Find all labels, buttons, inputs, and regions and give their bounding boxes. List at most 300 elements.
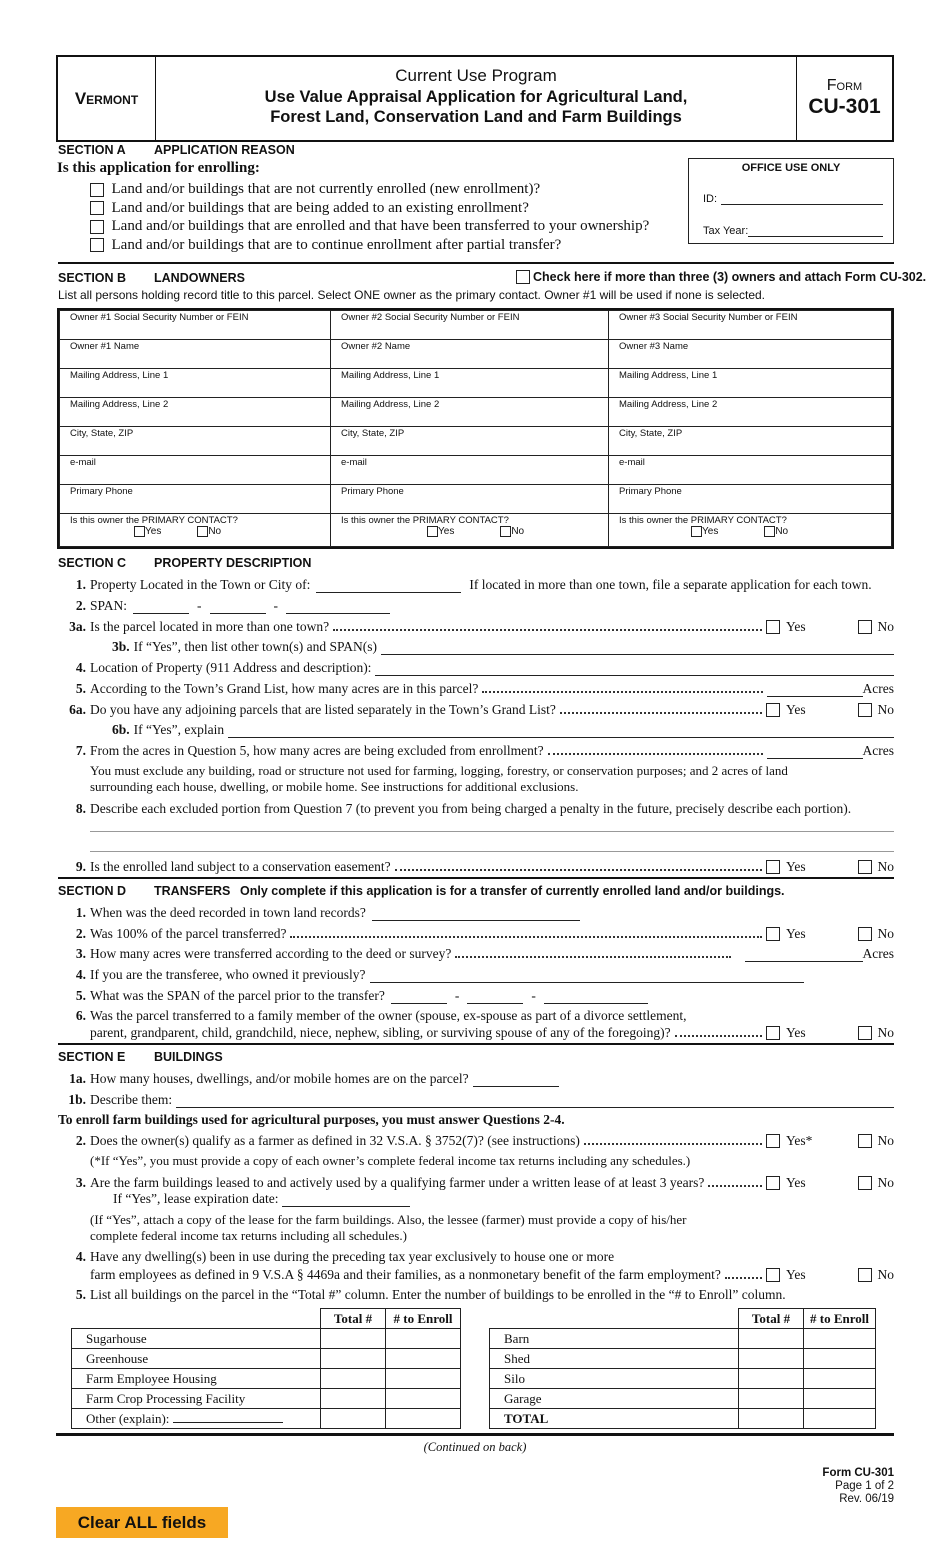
state-name: Vermont bbox=[74, 88, 139, 108]
owner2-email-field[interactable] bbox=[331, 456, 609, 485]
yes-label: Yes bbox=[786, 619, 806, 634]
col-total-header: Total # bbox=[321, 1309, 386, 1329]
option-transferred-checkbox[interactable] bbox=[90, 220, 104, 234]
c-q2-text: SPAN: bbox=[90, 598, 128, 613]
form-number: CU-301 bbox=[808, 95, 881, 118]
yes-label: Yes bbox=[786, 702, 806, 717]
total-cell[interactable] bbox=[739, 1349, 804, 1369]
section-divider bbox=[58, 262, 894, 264]
e-q3-sub bbox=[113, 1191, 894, 1207]
c-q6b-text: If “Yes”, explain bbox=[133, 722, 225, 737]
e-q5-text: List all buildings on the parcel in the “Total #” column. Enter the number of buildings to be enrolled in the “# to Enroll” column. bbox=[90, 1287, 786, 1302]
bottom-rule bbox=[56, 1433, 894, 1436]
owner1-email-field[interactable] bbox=[60, 456, 331, 485]
e-q2-yes-checkbox[interactable] bbox=[766, 1134, 780, 1148]
e-q2-note: (*If “Yes”, you must provide a copy of each owner’s complete federal income tax returns including any schedules.) bbox=[90, 1153, 691, 1168]
addr1-label: Mailing Address, Line 1 bbox=[70, 370, 169, 381]
c-q9-no-checkbox[interactable] bbox=[858, 860, 872, 874]
enroll-cell[interactable] bbox=[386, 1329, 461, 1349]
owner3-primary-cell bbox=[609, 514, 892, 547]
phone-label: Primary Phone bbox=[341, 486, 404, 497]
primary-contact-question: Is this owner the PRIMARY CONTACT? bbox=[341, 515, 509, 526]
owner2-primary-yes-checkbox[interactable] bbox=[427, 526, 438, 537]
c-q4 bbox=[58, 660, 894, 676]
c-q3b bbox=[112, 639, 894, 655]
table-row bbox=[490, 1409, 876, 1429]
c-q6a-text: Do you have any adjoining parcels that are listed separately in the Town’s Grand List? bbox=[90, 702, 556, 717]
yes-label: Yes bbox=[145, 526, 162, 538]
city-label: City, State, ZIP bbox=[341, 428, 405, 439]
row-label: Farm Employee Housing bbox=[72, 1369, 321, 1389]
section-divider bbox=[58, 877, 894, 879]
table-row bbox=[72, 1369, 461, 1389]
phone-label: Primary Phone bbox=[70, 486, 133, 497]
c-q1 bbox=[58, 577, 894, 593]
e-q5 bbox=[58, 1287, 894, 1303]
enroll-cell[interactable] bbox=[386, 1369, 461, 1389]
property-location-field[interactable] bbox=[375, 664, 894, 676]
row-label: Farm Crop Processing Facility bbox=[72, 1389, 321, 1409]
d-q6-text-line1: Was the parcel transferred to a family member of the owner (spouse, ex-spouse as part of a divorce settlement, bbox=[90, 1008, 687, 1023]
yes-label: Yes bbox=[786, 1025, 806, 1040]
owner3-primary-yes-checkbox[interactable] bbox=[691, 526, 702, 537]
c-q1-text: Property Located in the Town or City of: bbox=[90, 577, 311, 592]
q-number: 9. bbox=[75, 859, 86, 874]
e-q4-no-checkbox[interactable] bbox=[858, 1268, 872, 1282]
total-cell[interactable] bbox=[321, 1349, 386, 1369]
city-label: City, State, ZIP bbox=[70, 428, 134, 439]
q-number: 6. bbox=[75, 1008, 86, 1023]
footer-rev: Rev. 06/19 bbox=[839, 1493, 894, 1505]
section-a-question: Is this application for enrolling: bbox=[57, 160, 260, 176]
row-label: Greenhouse bbox=[72, 1349, 321, 1369]
owner3-email-field[interactable] bbox=[609, 456, 892, 485]
owner2-addr2-field[interactable] bbox=[331, 398, 609, 427]
section-b-title: LANDOWNERS bbox=[154, 271, 245, 285]
e-q1b-text: Describe them: bbox=[90, 1092, 173, 1107]
no-label: No bbox=[877, 859, 894, 874]
email-label: e-mail bbox=[70, 457, 96, 468]
d-q2-text: Was 100% of the parcel transferred? bbox=[90, 926, 287, 941]
q-number: 4. bbox=[75, 1249, 86, 1264]
total-cell[interactable] bbox=[739, 1409, 804, 1429]
section-b-instructions: List all persons holding record title to this parcel. Select ONE owner as the primary contact. Owner #1 will be used if none is selected. bbox=[58, 288, 766, 302]
section-e-heading bbox=[58, 1050, 223, 1064]
deed-date-field[interactable] bbox=[372, 909, 580, 921]
excluded-acres-field[interactable] bbox=[767, 747, 863, 759]
owner3-phone-field[interactable] bbox=[609, 485, 892, 514]
table-row bbox=[72, 1409, 461, 1429]
e-q2 bbox=[58, 1133, 894, 1149]
footer-form-number: Form CU-301 bbox=[822, 1467, 894, 1479]
e-q3-note-line2: complete federal income tax returns including all schedules.) bbox=[90, 1228, 407, 1243]
row-label: Shed bbox=[490, 1349, 739, 1369]
c-q9-yes-checkbox[interactable] bbox=[766, 860, 780, 874]
addr2-label: Mailing Address, Line 2 bbox=[341, 399, 440, 410]
section-d-title: TRANSFERS bbox=[154, 884, 231, 898]
owner1-name-field[interactable] bbox=[60, 340, 331, 369]
e-q4-yes-checkbox[interactable] bbox=[766, 1268, 780, 1282]
owner1-phone-field[interactable] bbox=[60, 485, 331, 514]
c-q4-text: Location of Property (911 Address and description): bbox=[90, 660, 372, 675]
d-q3-text: How many acres were transferred according to the deed or survey? bbox=[90, 946, 452, 961]
total-cell[interactable] bbox=[739, 1369, 804, 1389]
c-q6a-yes-checkbox[interactable] bbox=[766, 703, 780, 717]
c-q8-text: Describe each excluded portion from Question 7 (to prevent you from being charged a penalty in the future, precisely describe each portion). bbox=[90, 801, 852, 816]
other-towns-field[interactable] bbox=[381, 643, 894, 655]
span-field-2[interactable] bbox=[210, 602, 266, 614]
more-owners-row[interactable] bbox=[516, 270, 926, 284]
c-q5-text: According to the Town’s Grand List, how many acres are in this parcel? bbox=[90, 681, 479, 696]
e-q4-line1 bbox=[58, 1249, 894, 1265]
d-q5-text: What was the SPAN of the parcel prior to the transfer? bbox=[90, 988, 385, 1003]
c-q9-text: Is the enrolled land subject to a conservation easement? bbox=[90, 859, 391, 874]
option-new-label: Land and/or buildings that are not currently enrolled (new enrollment)? bbox=[111, 181, 541, 197]
option-continue-checkbox[interactable] bbox=[90, 238, 104, 252]
table-row bbox=[490, 1389, 876, 1409]
form-title-line1: Use Value Appraisal Application for Agricultural Land, bbox=[264, 88, 688, 106]
col-enroll-header: # to Enroll bbox=[386, 1309, 461, 1329]
owner1-city-field[interactable] bbox=[60, 427, 331, 456]
row-label-other bbox=[72, 1409, 321, 1429]
c-q7-note bbox=[90, 763, 788, 795]
c-q8 bbox=[58, 801, 894, 817]
prior-span-field-1[interactable] bbox=[391, 992, 447, 1004]
section-c-title: PROPERTY DESCRIPTION bbox=[154, 556, 312, 570]
option-row[interactable] bbox=[90, 199, 649, 218]
row-label: Silo bbox=[490, 1369, 739, 1389]
q-number: 6a. bbox=[69, 702, 86, 717]
enroll-cell[interactable] bbox=[386, 1389, 461, 1409]
owner2-name-field[interactable] bbox=[331, 340, 609, 369]
dwelling-description-field[interactable] bbox=[176, 1096, 894, 1108]
more-owners-checkbox[interactable] bbox=[516, 270, 530, 284]
e-q4-text-line1: Have any dwelling(s) been in use during the preceding tax year exclusively to house one or more bbox=[90, 1249, 615, 1264]
office-tax-year-field[interactable] bbox=[748, 225, 883, 237]
yes-label: Yes* bbox=[786, 1133, 813, 1148]
d-q1 bbox=[58, 905, 894, 921]
q-number: 2. bbox=[75, 1133, 86, 1148]
previous-owner-field[interactable] bbox=[370, 971, 804, 983]
no-label: No bbox=[877, 1025, 894, 1040]
owner3-name-label: Owner #3 Name bbox=[619, 341, 689, 352]
option-transferred-label: Land and/or buildings that are enrolled and that have been transferred to your ownership? bbox=[111, 218, 650, 234]
no-label: No bbox=[877, 1133, 894, 1148]
adjoining-explain-field[interactable] bbox=[228, 726, 894, 738]
q-number: 6b. bbox=[112, 722, 130, 737]
acres-label: Acres bbox=[862, 681, 894, 696]
c-q3a-text: Is the parcel located in more than one town? bbox=[90, 619, 330, 634]
prior-span-field-3[interactable] bbox=[544, 992, 648, 1004]
e-q2-no-checkbox[interactable] bbox=[858, 1134, 872, 1148]
e-q3-note bbox=[90, 1212, 687, 1244]
owners-table-wrap bbox=[57, 308, 894, 549]
q-number: 1a. bbox=[69, 1071, 86, 1086]
owner1-addr2-field[interactable] bbox=[60, 398, 331, 427]
no-label: No bbox=[775, 526, 789, 538]
d-q6-yes-checkbox[interactable] bbox=[766, 1026, 780, 1040]
enroll-cell[interactable] bbox=[386, 1409, 461, 1429]
prior-span-field-2[interactable] bbox=[467, 992, 523, 1004]
e-q2-text: Does the owner(s) qualify as a farmer as defined in 32 V.S.A. § 3752(7)? (see instructions) bbox=[90, 1133, 580, 1148]
c-q9 bbox=[58, 859, 894, 875]
d-q4 bbox=[58, 967, 894, 983]
owner2-addr1-field[interactable] bbox=[331, 369, 609, 398]
office-id-label: ID: bbox=[703, 193, 718, 205]
enroll-cell[interactable] bbox=[386, 1349, 461, 1369]
owner1-addr1-field[interactable] bbox=[60, 369, 331, 398]
section-a-heading bbox=[58, 143, 295, 157]
lease-expiration-label: If “Yes”, lease expiration date: bbox=[113, 1191, 279, 1206]
c-q6a bbox=[58, 702, 894, 718]
phone-label: Primary Phone bbox=[619, 486, 682, 497]
section-a-label: SECTION A bbox=[58, 143, 126, 157]
owner3-name-field[interactable] bbox=[609, 340, 892, 369]
continued-note: (Continued on back) bbox=[423, 1440, 527, 1454]
e-q3 bbox=[58, 1175, 894, 1191]
email-label: e-mail bbox=[341, 457, 367, 468]
c-q3b-text: If “Yes”, then list other town(s) and SPAN(s) bbox=[133, 639, 378, 654]
c-q7-note-line2: surrounding each house, dwelling, or mobile home. See instructions for additional exclusions. bbox=[90, 779, 579, 794]
c-q1-note: If located in more than one town, file a separate application for each town. bbox=[469, 577, 872, 592]
d-q2 bbox=[58, 926, 894, 942]
excluded-description-line2[interactable] bbox=[90, 851, 894, 852]
c-q3a bbox=[58, 619, 894, 635]
section-b-heading bbox=[58, 271, 245, 285]
no-label: No bbox=[877, 619, 894, 634]
table-row bbox=[490, 1349, 876, 1369]
office-use-title: OFFICE USE ONLY bbox=[741, 162, 841, 174]
addr1-label: Mailing Address, Line 1 bbox=[341, 370, 440, 381]
owner3-addr1-field[interactable] bbox=[609, 369, 892, 398]
option-continue-label: Land and/or buildings that are to continue enrollment after partial transfer? bbox=[111, 236, 562, 253]
owner3-ssn-field[interactable] bbox=[609, 311, 892, 340]
enroll-cell[interactable] bbox=[804, 1349, 876, 1369]
yes-label: Yes bbox=[438, 526, 455, 538]
footer-page: Page 1 of 2 bbox=[835, 1480, 894, 1492]
q-number: 2. bbox=[75, 598, 86, 613]
table-row bbox=[490, 1329, 876, 1349]
total-cell[interactable] bbox=[321, 1369, 386, 1389]
no-label: No bbox=[877, 1175, 894, 1190]
q-number: 4. bbox=[75, 967, 86, 982]
d-q6-line2 bbox=[58, 1025, 894, 1041]
grand-list-acres-field[interactable] bbox=[767, 685, 863, 697]
section-a-title: APPLICATION REASON bbox=[154, 143, 295, 157]
office-tax-year-label: Tax Year: bbox=[703, 225, 749, 237]
form-number-box bbox=[796, 57, 892, 140]
email-label: e-mail bbox=[619, 457, 645, 468]
row-label: Sugarhouse bbox=[72, 1329, 321, 1349]
section-d-label: SECTION D bbox=[58, 884, 127, 898]
option-added-label: Land and/or buildings that are being added to an existing enrollment? bbox=[111, 199, 529, 216]
owner1-primary-cell bbox=[60, 514, 331, 547]
no-label: No bbox=[877, 926, 894, 941]
farm-buildings-heading: To enroll farm buildings used for agricultural purposes, you must answer Questions 2-4. bbox=[58, 1112, 565, 1127]
table-row bbox=[72, 1389, 461, 1409]
q-number: 5. bbox=[75, 681, 86, 696]
total-cell[interactable] bbox=[321, 1389, 386, 1409]
c-q6b bbox=[112, 722, 894, 738]
col-total-header: Total # bbox=[739, 1309, 804, 1329]
col-enroll-header: # to Enroll bbox=[804, 1309, 876, 1329]
q-number: 7. bbox=[75, 743, 86, 758]
owner1-name-label: Owner #1 Name bbox=[70, 341, 140, 352]
no-label: No bbox=[511, 526, 525, 538]
yes-label: Yes bbox=[786, 926, 806, 941]
c-q7 bbox=[58, 743, 894, 759]
d-q4-text: If you are the transferee, who owned it previously? bbox=[90, 967, 366, 982]
q-number: 3. bbox=[75, 946, 86, 961]
option-row[interactable] bbox=[90, 217, 649, 236]
transferred-acres-field[interactable] bbox=[745, 950, 863, 962]
office-use-box bbox=[688, 158, 894, 244]
e-q3-yes-checkbox[interactable] bbox=[766, 1176, 780, 1190]
other-explain-field[interactable] bbox=[173, 1411, 283, 1423]
section-d-heading bbox=[58, 884, 785, 898]
owner3-city-field[interactable] bbox=[609, 427, 892, 456]
d-q3 bbox=[58, 946, 894, 962]
owner3-addr2-field[interactable] bbox=[609, 398, 892, 427]
owner1-primary-yes-checkbox[interactable] bbox=[134, 526, 145, 537]
section-b-label: SECTION B bbox=[58, 271, 127, 285]
dwelling-count-field[interactable] bbox=[473, 1075, 559, 1087]
program-name: Current Use Program bbox=[395, 66, 557, 85]
table-row bbox=[72, 1349, 461, 1369]
e-q3-no-checkbox[interactable] bbox=[858, 1176, 872, 1190]
no-label: No bbox=[877, 1267, 894, 1282]
form-header bbox=[56, 55, 894, 142]
c-q2: 2. SPAN: - - bbox=[58, 598, 894, 614]
addr2-label: Mailing Address, Line 2 bbox=[619, 399, 718, 410]
owner2-ssn-label: Owner #2 Social Security Number or FEIN bbox=[341, 312, 520, 323]
other-label: Other (explain): bbox=[86, 1410, 170, 1426]
no-label: No bbox=[208, 526, 222, 538]
enroll-cell[interactable] bbox=[804, 1369, 876, 1389]
clear-all-fields-button[interactable]: Clear ALL fields bbox=[56, 1507, 228, 1538]
addr2-label: Mailing Address, Line 2 bbox=[70, 399, 169, 410]
q-number: 3a. bbox=[69, 619, 86, 634]
d-q6-text-line2: parent, grandparent, child, grandchild, niece, nephew, sibling, or surviving spouse of any of the foregoing)? bbox=[90, 1025, 671, 1040]
owner2-primary-cell bbox=[331, 514, 609, 547]
section-e-title: BUILDINGS bbox=[154, 1050, 223, 1064]
e-q1a-text: How many houses, dwellings, and/or mobile homes are on the parcel? bbox=[90, 1071, 469, 1086]
total-cell[interactable] bbox=[321, 1409, 386, 1429]
q-number: 2. bbox=[75, 926, 86, 941]
option-new-checkbox[interactable] bbox=[90, 183, 104, 197]
yes-label: Yes bbox=[702, 526, 719, 538]
e-q1b bbox=[58, 1092, 894, 1108]
section-e-label: SECTION E bbox=[58, 1050, 126, 1064]
option-row[interactable] bbox=[90, 180, 649, 199]
state-box bbox=[58, 57, 156, 140]
acres-label: Acres bbox=[862, 743, 894, 758]
owner2-name-label: Owner #2 Name bbox=[341, 341, 411, 352]
total-cell[interactable] bbox=[739, 1389, 804, 1409]
town-field[interactable] bbox=[316, 581, 461, 593]
total-cell[interactable] bbox=[321, 1329, 386, 1349]
q-number: 3b. bbox=[112, 639, 130, 654]
e-q3-note-line1: (If “Yes”, attach a copy of the lease for the farm buildings. Also, the lessee (farmer) must provide a copy of his/her bbox=[90, 1212, 687, 1227]
option-added-checkbox[interactable] bbox=[90, 201, 104, 215]
d-q1-text: When was the deed recorded in town land records? bbox=[90, 905, 366, 920]
yes-label: Yes bbox=[786, 1175, 806, 1190]
addr1-label: Mailing Address, Line 1 bbox=[619, 370, 718, 381]
office-id-field[interactable] bbox=[721, 193, 883, 205]
table-corner bbox=[490, 1309, 739, 1329]
primary-contact-question: Is this owner the PRIMARY CONTACT? bbox=[70, 515, 238, 526]
row-label: Barn bbox=[490, 1329, 739, 1349]
section-a-options bbox=[90, 180, 649, 254]
row-label: Garage bbox=[490, 1389, 739, 1409]
owner3-ssn-label: Owner #3 Social Security Number or FEIN bbox=[619, 312, 798, 323]
total-cell[interactable] bbox=[739, 1329, 804, 1349]
enroll-cell[interactable] bbox=[804, 1409, 876, 1429]
e-q1a bbox=[58, 1071, 894, 1087]
q-number: 8. bbox=[75, 801, 86, 816]
q-number: 1. bbox=[75, 577, 86, 592]
owner3-primary-no-checkbox[interactable] bbox=[764, 526, 775, 537]
excluded-description-line1[interactable] bbox=[90, 831, 894, 832]
d-q2-yes-checkbox[interactable] bbox=[766, 927, 780, 941]
city-label: City, State, ZIP bbox=[619, 428, 683, 439]
q-number: 4. bbox=[75, 660, 86, 675]
buildings-table-right bbox=[489, 1308, 876, 1429]
q-number: 1. bbox=[75, 905, 86, 920]
owner2-city-field[interactable] bbox=[331, 427, 609, 456]
c-q5 bbox=[58, 681, 894, 697]
no-label: No bbox=[877, 702, 894, 717]
owner2-primary-no-checkbox[interactable] bbox=[500, 526, 511, 537]
enroll-cell[interactable] bbox=[804, 1389, 876, 1409]
c-q7-note-line1: You must exclude any building, road or structure not used for farming, logging, forestry, or conservation purposes; and 2 acres of land bbox=[90, 763, 788, 778]
span-field-1[interactable] bbox=[133, 602, 189, 614]
table-row bbox=[490, 1369, 876, 1389]
q-number: 5. bbox=[75, 1287, 86, 1302]
row-label-total: TOTAL bbox=[490, 1409, 739, 1429]
title-box bbox=[156, 57, 796, 140]
form-title-line2: Forest Land, Conservation Land and Farm Buildings bbox=[270, 108, 682, 126]
e-q4-line2 bbox=[58, 1267, 894, 1283]
d-q2-no-checkbox[interactable] bbox=[858, 927, 872, 941]
section-d-subtitle: Only complete if this application is for a transfer of currently enrolled land and/or buildings. bbox=[240, 884, 785, 898]
acres-label: Acres bbox=[862, 946, 894, 961]
e-q3-text: Are the farm buildings leased to and actively used by a qualifying farmer under a written lease of at least 3 years? bbox=[90, 1175, 705, 1190]
owner2-ssn-field[interactable] bbox=[331, 311, 609, 340]
c-q7-text: From the acres in Question 5, how many acres are being excluded from enrollment? bbox=[90, 743, 544, 758]
owner1-ssn-field[interactable] bbox=[60, 311, 331, 340]
d-q6-line1 bbox=[58, 1008, 894, 1024]
c-q6a-no-checkbox[interactable] bbox=[858, 703, 872, 717]
yes-label: Yes bbox=[786, 1267, 806, 1282]
span-field-3[interactable] bbox=[286, 602, 390, 614]
enroll-cell[interactable] bbox=[804, 1329, 876, 1349]
c-q3a-yes-checkbox[interactable] bbox=[766, 620, 780, 634]
owner1-primary-no-checkbox[interactable] bbox=[197, 526, 208, 537]
c-q3a-no-checkbox[interactable] bbox=[858, 620, 872, 634]
option-row[interactable] bbox=[90, 236, 649, 255]
q-number: 1b. bbox=[68, 1092, 86, 1107]
lease-expiration-field[interactable] bbox=[282, 1195, 410, 1207]
owner2-phone-field[interactable] bbox=[331, 485, 609, 514]
yes-label: Yes bbox=[786, 859, 806, 874]
section-c-label: SECTION C bbox=[58, 556, 127, 570]
d-q6-no-checkbox[interactable] bbox=[858, 1026, 872, 1040]
q-number: 3. bbox=[75, 1175, 86, 1190]
form-word: Form bbox=[826, 77, 863, 94]
e-q4-text-line2: farm employees as defined in 9 V.S.A § 4469a and their families, as a nonmonetary benefit of the farm employment? bbox=[90, 1267, 721, 1282]
section-divider bbox=[58, 1043, 894, 1045]
